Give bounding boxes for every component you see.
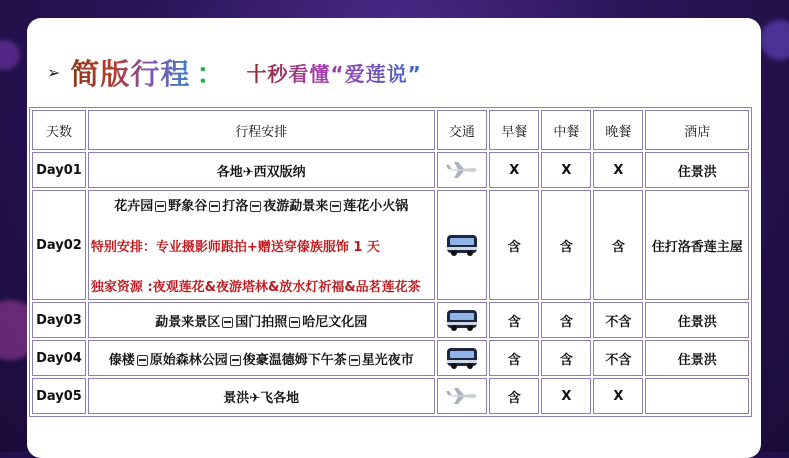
plan-cell: [88, 340, 435, 376]
dinner-cell: X: [593, 152, 643, 188]
breakfast-cell: X: [489, 152, 539, 188]
plan-cell: 各地✈西双版纳: [88, 152, 435, 188]
day-cell: Day03: [32, 302, 86, 338]
breakfast-cell: 含: [489, 340, 539, 376]
plan-cell: [88, 190, 435, 300]
hotel-cell: 住打洛香莲主屋: [645, 190, 749, 300]
stop-label: 俊豪温德姆下午茶: [242, 352, 347, 368]
dinner-cell: 含: [593, 190, 643, 300]
arrow-bullet-icon: ➢: [47, 62, 61, 82]
dinner-cell: 不含: [593, 302, 643, 338]
special-arrangement-note: 特别安排：专业摄影师跟拍+赠送穿傣族服饰 1 天: [90, 239, 380, 255]
breakfast-cell: 含: [489, 378, 539, 414]
day-cell: Day05: [32, 378, 86, 414]
title-colon: ：: [196, 57, 225, 90]
bus-icon: [437, 190, 488, 300]
bus-sep-icon: [137, 355, 148, 366]
day-cell: Day04: [32, 340, 86, 376]
hotel-cell: 住景洪: [645, 302, 749, 338]
bus-sep-icon: [230, 355, 241, 366]
table-row: [32, 152, 749, 188]
table-row: [32, 190, 749, 300]
plan-cell: 景洪✈飞各地: [88, 378, 435, 414]
stop-label: 打洛: [222, 199, 249, 214]
itinerary-table: [29, 107, 752, 417]
bus-sep-icon: [209, 201, 220, 212]
table-row: [32, 340, 749, 376]
bus-icon: [437, 302, 488, 338]
table-row: [32, 378, 749, 414]
plan-cell: [88, 302, 435, 338]
hotel-cell: 住景洪: [645, 340, 749, 376]
lunch-cell: X: [541, 378, 591, 414]
lunch-cell: 含: [541, 190, 591, 300]
hotel-cell: [645, 378, 749, 414]
lunch-cell: 含: [541, 340, 591, 376]
stop-label: 莲花小火锅: [343, 199, 409, 214]
stop-label: 星光夜市: [361, 352, 414, 368]
table-header-row: [32, 110, 749, 150]
bus-sep-icon: [155, 201, 166, 212]
stop-label: 花卉园: [114, 199, 154, 214]
bus-icon: [437, 340, 488, 376]
stop-label: 国门拍照: [235, 314, 288, 330]
bus-sep-icon: [250, 201, 261, 212]
col-header-lunch: 中餐: [541, 110, 591, 150]
day-cell: Day01: [32, 152, 86, 188]
col-header-transport: 交通: [437, 110, 488, 150]
stop-label: 野象谷: [168, 199, 208, 214]
lunch-cell: 含: [541, 302, 591, 338]
col-header-plan: 行程安排: [88, 110, 435, 150]
airplane-icon: [437, 152, 488, 188]
stop-label: 哈尼文化园: [302, 314, 368, 330]
col-header-hotel: 酒店: [645, 110, 749, 150]
bus-sep-icon: [289, 317, 300, 328]
breakfast-cell: 含: [489, 190, 539, 300]
dinner-cell: X: [593, 378, 643, 414]
breakfast-cell: 含: [489, 302, 539, 338]
hotel-cell: 住景洪: [645, 152, 749, 188]
stop-label: 勐景来景区: [155, 314, 221, 330]
table-row: [32, 302, 749, 338]
bus-sep-icon: [330, 201, 341, 212]
stop-label: 傣楼: [108, 352, 135, 368]
col-header-dinner: 晚餐: [593, 110, 643, 150]
page-subtitle: 十秒看懂“爱莲说”: [246, 58, 421, 87]
page-heading: [47, 54, 422, 90]
bus-sep-icon: [349, 355, 360, 366]
page-title: 简版行程: [70, 52, 190, 93]
itinerary-card: [27, 18, 761, 458]
dinner-cell: 不含: [593, 340, 643, 376]
lunch-cell: X: [541, 152, 591, 188]
stop-label: 原始森林公园: [149, 352, 228, 368]
stop-label: 夜游勐景来: [263, 199, 329, 214]
airplane-icon: [437, 378, 488, 414]
exclusive-resource-note: 独家资源 :夜观莲花&夜游塔林&放水灯祈福&品茗莲花茶: [90, 280, 421, 295]
col-header-breakfast: 早餐: [489, 110, 539, 150]
plan-route: [91, 195, 432, 214]
col-header-day: 天数: [32, 110, 86, 150]
day-cell: Day02: [32, 190, 86, 300]
bus-sep-icon: [222, 317, 233, 328]
